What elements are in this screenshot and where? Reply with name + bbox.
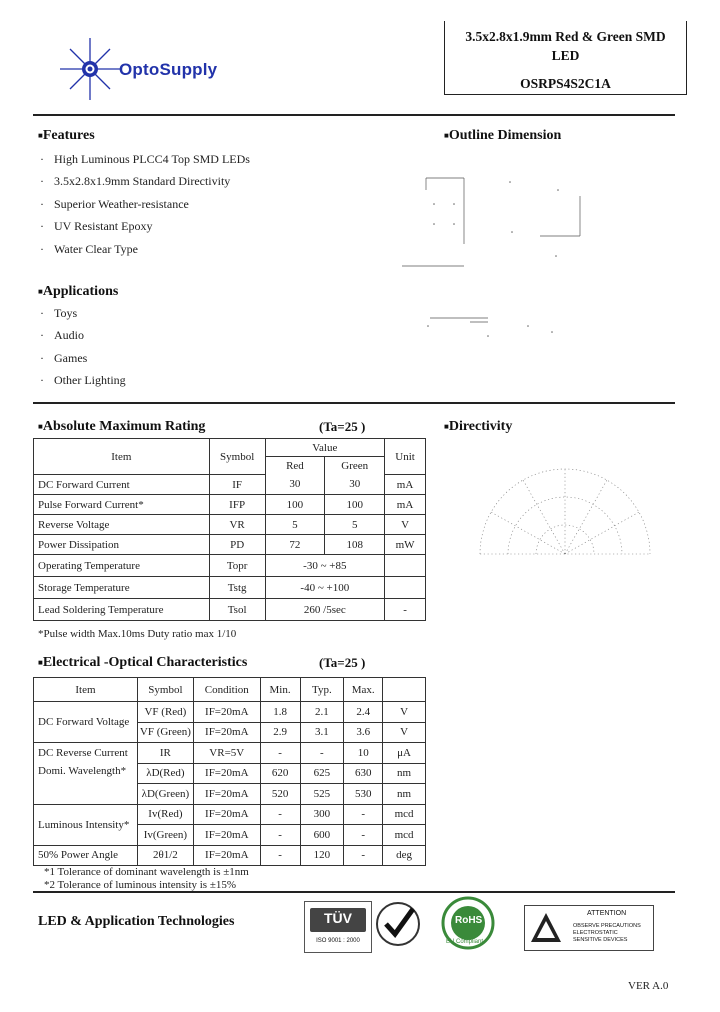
applications-heading: ■Applications [38, 284, 119, 299]
eoc-header-min: Min. [260, 678, 300, 702]
product-title-led: LED [551, 48, 580, 63]
amr-footnote: *Pulse width Max.10ms Duty ratio max 1/10 [38, 628, 237, 640]
esd-warning-label: ATTENTION OBSERVE PRECAUTIONS ELECTROSTATIC SENSITIVE DEVICES [524, 905, 654, 951]
list-item: · High Luminous PLCC4 Top SMD LEDs [40, 152, 250, 166]
eoc-note-1: *1 Tolerance of dominant wavelength is ±1nm [44, 866, 249, 878]
rohs-sub-text: EU Compliant [446, 939, 484, 945]
product-title: 3.5x2.8x1.9mm Red & Green SMD [465, 29, 666, 44]
eoc-condition: (Ta=25 ) [319, 655, 366, 670]
footer-brand: LED & Application Technologies [38, 914, 235, 929]
table-row: Luminous Intensity* Iv(Red) IF=20mA - 300 - mcd [34, 804, 426, 825]
table-row: λD(Green) IF=20mA 520 525 530 nm [34, 784, 426, 805]
features-heading: ■Features [38, 128, 95, 143]
amr-header-green: Green [325, 457, 385, 475]
table-row: DC Reverse Current IR VR=5V - - 10 μA [34, 743, 426, 764]
amr-condition: (Ta=25 ) [319, 419, 366, 434]
list-item: · Games [40, 350, 88, 365]
list-item: · UV Resistant Epoxy [40, 219, 153, 234]
brand-name: OptoSupply [119, 60, 218, 79]
list-item: · Superior Weather-resistance [40, 196, 189, 211]
table-row: Iv(Green) IF=20mA - 600 - mcd [34, 825, 426, 846]
directivity-polar-plot [460, 462, 670, 572]
list-item: · Other Lighting [40, 373, 126, 388]
table-row: Lead Soldering Temperature Tsol 260 /5sec - [34, 599, 426, 621]
eoc-header-typ: Typ. [300, 678, 344, 702]
rohs-text: RoHS [455, 915, 483, 926]
features-list [40, 152, 250, 264]
table-row: DC Forward Current IF 30 30 mA [34, 475, 426, 495]
outline-drawing [398, 160, 598, 345]
outline-heading: ■Outline Dimension [444, 128, 562, 143]
eoc-heading: ■Electrical -Optical Characteristics [38, 655, 248, 670]
tuv-cert-logo: TÜV ISO 9001 : 2000 [304, 901, 372, 953]
eoc-note-2: *2 Tolerance of luminous intensity is ±15% [44, 879, 237, 891]
eoc-header-item: Item [34, 678, 138, 702]
applications-list [40, 306, 126, 396]
table-row: Domi. Wavelength* λD(Red) IF=20mA 620 625 630 nm [34, 763, 426, 784]
table-row: Operating Temperature Topr -30 ~ +85 [34, 555, 426, 577]
amr-table [33, 438, 426, 621]
table-row: Storage Temperature Tstg -40 ~ +100 [34, 577, 426, 599]
eoc-header-unit [383, 678, 426, 702]
certified-check-logo [373, 897, 423, 951]
amr-header-value: Value [265, 439, 385, 457]
list-item: · Toys [40, 306, 78, 320]
section-rule [33, 402, 675, 404]
amr-header-symbol: Symbol [209, 439, 265, 475]
eoc-header-symbol: Symbol [137, 678, 193, 702]
table-row: 50% Power Angle 2θ1/2 IF=20mA - 120 - deg [34, 845, 426, 866]
eoc-table [33, 677, 426, 866]
amr-header-red: Red [265, 457, 325, 475]
list-item: · Water Clear Type [40, 241, 138, 256]
footer-rule [33, 891, 675, 893]
table-row: Pulse Forward Current* IFP 100 100 mA [34, 495, 426, 515]
table-row: Power Dissipation PD 72 108 mW [34, 535, 426, 555]
eoc-header-condition: Condition [193, 678, 260, 702]
table-row: DC Forward Voltage VF (Red) IF=20mA 1.8 2.1 2.4 V [34, 702, 426, 723]
directivity-heading: ■Directivity [444, 419, 513, 434]
table-row: VF (Green) IF=20mA 2.9 3.1 3.6 V [34, 722, 426, 743]
list-item: · Audio [40, 328, 84, 343]
eoc-header-max: Max. [344, 678, 383, 702]
esd-warning-icon [529, 911, 563, 945]
version-label: VER A.0 [628, 980, 669, 992]
title-box [444, 21, 687, 95]
table-row: Reverse Voltage VR 5 5 V [34, 515, 426, 535]
header-rule [33, 114, 675, 116]
amr-heading: ■Absolute Maximum Rating [38, 419, 206, 434]
amr-header-item: Item [34, 439, 210, 475]
part-number: OSRPS4S2C1A [520, 76, 611, 91]
amr-header-unit: Unit [385, 439, 426, 475]
list-item: · 3.5x2.8x1.9mm Standard Directivity [40, 174, 231, 189]
